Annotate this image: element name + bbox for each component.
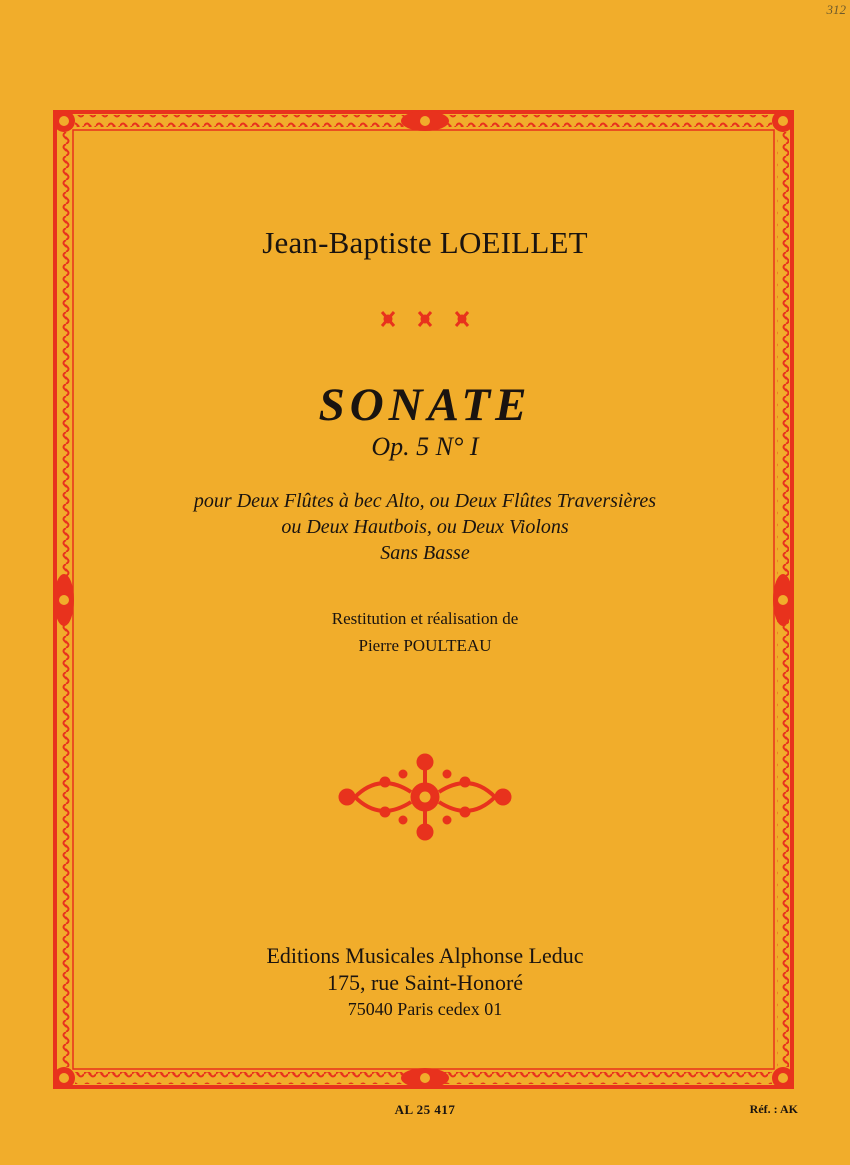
publisher-block [0, 942, 850, 1023]
instrumentation-line: ou Deux Hautbois, ou Deux Violons [281, 516, 569, 538]
reference-code: Réf. : AK [749, 1102, 798, 1116]
star-ornament [0, 306, 850, 337]
asterism-icon [375, 306, 475, 332]
work-title: SONATE [318, 379, 532, 431]
publisher-street: 175, rue Saint-Honoré [326, 970, 524, 995]
editor-credit [0, 605, 850, 659]
publisher-name: Editions Musicales Alphonse Leduc [266, 943, 584, 968]
publisher-city: 75040 Paris cedex 01 [347, 999, 503, 1019]
floral-vignette-icon [335, 752, 515, 842]
catalog-number: AL 25 417 [394, 1102, 456, 1117]
floral-ornament [0, 752, 850, 847]
credit-line: Restitution et réalisation de [331, 609, 519, 628]
instrumentation-line: Sans Basse [380, 542, 470, 564]
handwritten-note: 312 [826, 2, 846, 17]
composer-name: Jean-Baptiste LOEILLET [262, 225, 588, 260]
instrumentation [0, 488, 850, 566]
instrumentation-line: pour Deux Flûtes à bec Alto, ou Deux Flûtes Traversières [193, 490, 657, 512]
editor-name: Pierre POULTEAU [358, 636, 492, 655]
opus-number: Op. 5 N° I [371, 432, 479, 461]
